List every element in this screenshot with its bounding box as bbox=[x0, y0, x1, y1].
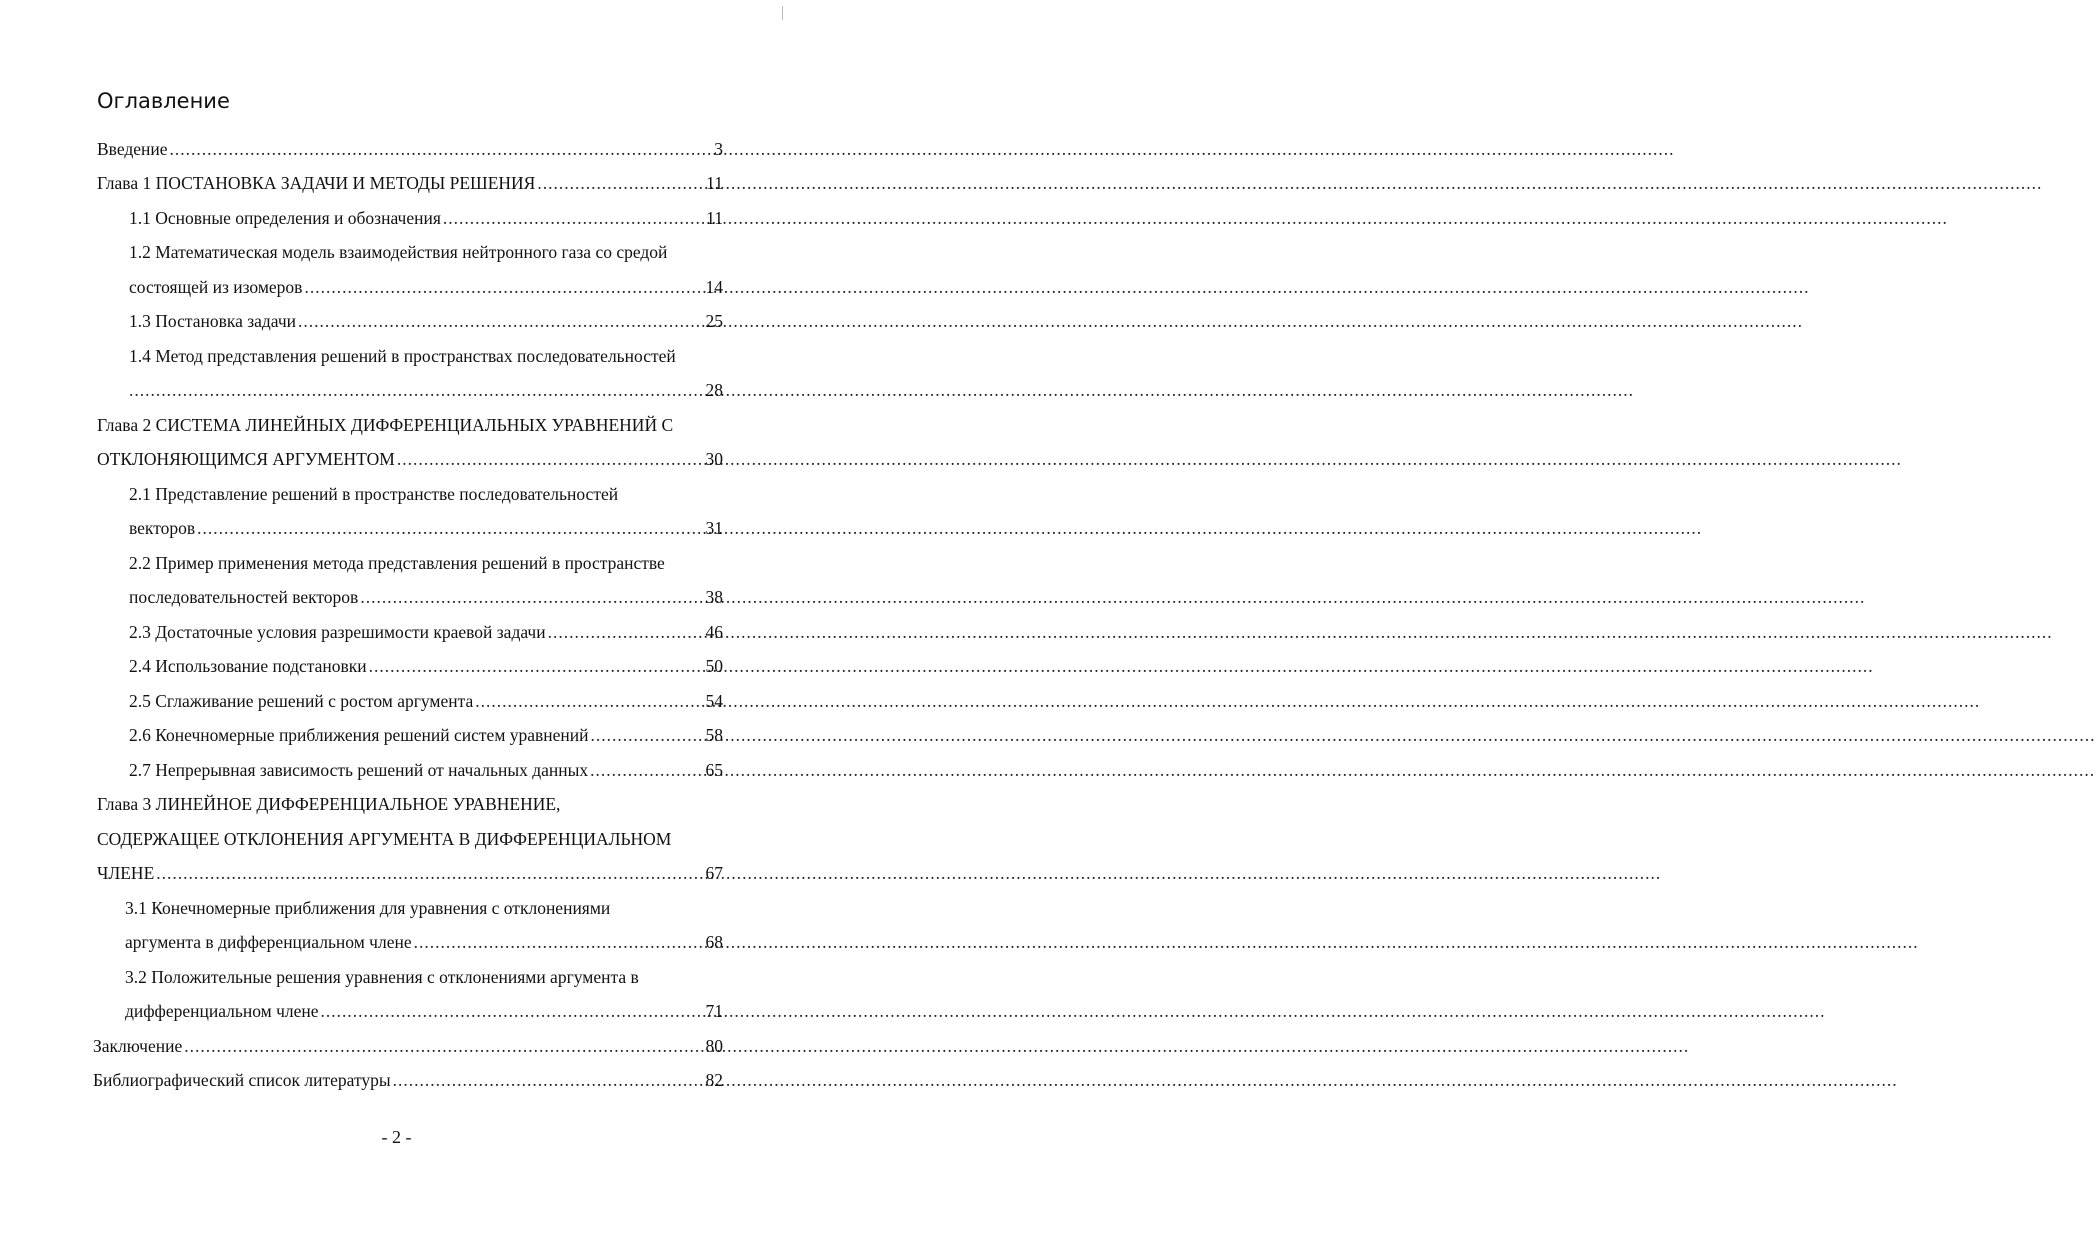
toc-entry-title: векторов bbox=[129, 518, 196, 538]
toc-entry-page: 71 bbox=[705, 1001, 723, 1021]
toc-entry-section-2-5[interactable] bbox=[129, 686, 723, 716]
toc-entry-title: 2.7 Непрерывная зависимость решений от начальных данных bbox=[129, 760, 589, 780]
toc-entry-chapter-1[interactable] bbox=[97, 168, 723, 198]
toc-entry-title: ОТКЛОНЯЮЩИМСЯ АРГУМЕНТОМ bbox=[97, 449, 395, 469]
toc-entry-page: 30 bbox=[705, 449, 723, 469]
toc-entry-page: 50 bbox=[705, 656, 723, 676]
toc-entry-title: 2.4 Использование подстановки bbox=[129, 656, 367, 676]
toc-entry-page: 11 bbox=[706, 208, 723, 228]
dot-leader bbox=[129, 375, 704, 405]
toc-entry-page: 3 bbox=[714, 139, 723, 159]
toc-entry-page: 11 bbox=[706, 173, 723, 193]
toc-entry-chapter-2-line-1[interactable] bbox=[97, 410, 723, 440]
toc-entry-page: 68 bbox=[705, 932, 723, 952]
dot-leader bbox=[591, 720, 704, 750]
toc-entry-section-2-1-line-2[interactable] bbox=[129, 513, 723, 543]
toc-entry-chapter-3-line-3[interactable] bbox=[97, 858, 723, 888]
toc-entry-page: 28 bbox=[705, 380, 723, 400]
toc-entry-section-2-3[interactable] bbox=[129, 617, 723, 647]
toc-entry-page: 80 bbox=[705, 1036, 723, 1056]
dot-leader bbox=[397, 444, 704, 474]
toc-entry-section-2-2-line-1[interactable] bbox=[129, 548, 723, 578]
toc-entry-page: 82 bbox=[705, 1070, 723, 1090]
toc-entry-section-3-2-line-2[interactable] bbox=[125, 996, 723, 1026]
toc-heading: Оглавление bbox=[97, 89, 230, 113]
dot-leader bbox=[369, 651, 704, 681]
toc-entry-section-3-1-line-2[interactable] bbox=[125, 927, 723, 957]
toc-entry-title: последовательностей векторов bbox=[129, 587, 359, 607]
toc-entry-title: 2.2 Пример применения метода представления решений в пространстве bbox=[129, 553, 665, 573]
toc-entry-section-1-2-line-1[interactable] bbox=[129, 237, 723, 267]
dot-leader bbox=[304, 272, 703, 302]
toc-entry-title: 1.2 Математическая модель взаимодействия нейтронного газа со средой bbox=[129, 242, 668, 262]
toc-entry-title: ЧЛЕНЕ bbox=[97, 863, 155, 883]
toc-entry-page: 46 bbox=[705, 622, 723, 642]
toc-entry-page: 31 bbox=[705, 518, 723, 538]
toc-entry-introduction[interactable] bbox=[97, 134, 723, 164]
toc-entry-title: аргумента в дифференциальном члене bbox=[125, 932, 412, 952]
dot-leader bbox=[443, 203, 704, 233]
toc-entry-bibliography[interactable] bbox=[93, 1065, 723, 1095]
toc-entry-section-1-3[interactable] bbox=[129, 306, 723, 336]
dot-leader bbox=[360, 582, 703, 612]
toc-entry-page: 54 bbox=[705, 691, 723, 711]
toc-entry-title: 1.4 Метод представления решений в пространствах последовательностей bbox=[129, 346, 676, 366]
toc-entry-section-1-1[interactable] bbox=[129, 203, 723, 233]
toc-entry-page: 25 bbox=[705, 311, 723, 331]
toc-entry-title: Глава 1 ПОСТАНОВКА ЗАДАЧИ И МЕТОДЫ РЕШЕНИЯ bbox=[97, 173, 536, 193]
toc-entry-title: 1.3 Постановка задачи bbox=[129, 311, 297, 331]
toc-entry-page: 38 bbox=[705, 587, 723, 607]
toc-entry-section-2-6[interactable] bbox=[129, 720, 723, 750]
toc-entry-title: 2.6 Конечномерные приближения решений систем уравнений bbox=[129, 725, 589, 745]
toc-entry-title: 2.3 Достаточные условия разрешимости краевой задачи bbox=[129, 622, 546, 642]
dot-leader bbox=[184, 1031, 703, 1061]
dot-leader bbox=[537, 168, 704, 198]
dot-leader bbox=[156, 858, 703, 888]
toc-entry-title: 3.2 Положительные решения уравнения с отклонениями аргумента в bbox=[125, 967, 639, 987]
dot-leader bbox=[321, 996, 704, 1026]
dot-leader bbox=[298, 306, 703, 336]
document-page bbox=[0, 0, 793, 1236]
toc-entry-page: 58 bbox=[705, 725, 723, 745]
dot-leader bbox=[414, 927, 704, 957]
toc-entry-section-3-2-line-1[interactable] bbox=[125, 962, 723, 992]
toc-entry-title: Библиографический список литературы bbox=[93, 1070, 391, 1090]
toc-entry-chapter-3-line-1[interactable] bbox=[97, 789, 723, 819]
toc-entry-title: дифференциальном члене bbox=[125, 1001, 319, 1021]
dot-leader bbox=[393, 1065, 704, 1095]
toc-entry-section-1-4-line-2[interactable] bbox=[129, 375, 723, 405]
toc-entry-section-2-1-line-1[interactable] bbox=[129, 479, 723, 509]
scan-artifact bbox=[782, 6, 785, 20]
toc-entry-title: 2.5 Сглаживание решений с ростом аргумента bbox=[129, 691, 474, 711]
toc-entry-chapter-2-line-2[interactable] bbox=[97, 444, 723, 474]
toc-entry-section-3-1-line-1[interactable] bbox=[125, 893, 723, 923]
dot-leader bbox=[475, 686, 703, 716]
toc-entry-section-1-2-line-2[interactable] bbox=[129, 272, 723, 302]
toc-entry-title: 2.1 Представление решений в пространстве последовательностей bbox=[129, 484, 619, 504]
toc-entry-chapter-3-line-2[interactable] bbox=[97, 824, 723, 854]
toc-entry-section-2-7[interactable] bbox=[129, 755, 723, 785]
toc-entry-page: 65 bbox=[705, 760, 723, 780]
page-number: - 2 - bbox=[381, 1127, 412, 1147]
toc-entry-page: 14 bbox=[705, 277, 723, 297]
dot-leader bbox=[548, 617, 704, 647]
toc-entry-section-2-2-line-2[interactable] bbox=[129, 582, 723, 612]
dot-leader bbox=[170, 134, 713, 164]
toc-entry-section-1-4-line-1[interactable] bbox=[129, 341, 723, 371]
toc-entry-page: 67 bbox=[705, 863, 723, 883]
toc-entry-title: 1.1 Основные определения и обозначения bbox=[129, 208, 441, 228]
toc-entry-conclusion[interactable] bbox=[93, 1031, 723, 1061]
toc-entry-title: Введение bbox=[97, 139, 168, 159]
toc-entry-title: Заключение bbox=[93, 1036, 183, 1056]
toc-entry-title: состоящей из изомеров bbox=[129, 277, 303, 297]
toc-entry-title: Глава 3 ЛИНЕЙНОЕ ДИФФЕРЕНЦИАЛЬНОЕ УРАВНЕНИЕ, bbox=[97, 794, 561, 814]
toc-entry-section-2-4[interactable] bbox=[129, 651, 723, 681]
toc-entry-title: СОДЕРЖАЩЕЕ ОТКЛОНЕНИЯ АРГУМЕНТА В ДИФФЕРЕНЦИАЛЬНОМ bbox=[97, 829, 672, 849]
toc-entry-title: 3.1 Конечномерные приближения для уравнения с отклонениями bbox=[125, 898, 611, 918]
toc-entry-title: Глава 2 СИСТЕМА ЛИНЕЙНЫХ ДИФФЕРЕНЦИАЛЬНЫХ УРАВНЕНИЙ С bbox=[97, 415, 674, 435]
dot-leader bbox=[197, 513, 703, 543]
dot-leader bbox=[590, 755, 703, 785]
